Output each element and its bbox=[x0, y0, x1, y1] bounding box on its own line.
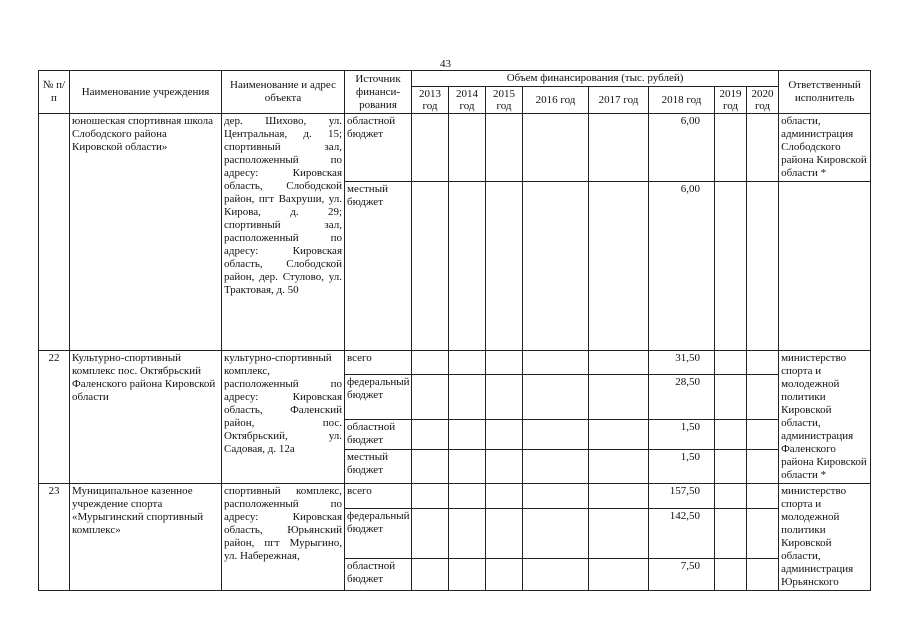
source-cell: областной бюджет bbox=[345, 558, 412, 590]
responsible-cell: области, администрация Слободского района Кировской области * bbox=[779, 114, 871, 182]
source-cell: федеральный бюджет bbox=[345, 374, 412, 419]
value-2018: 1,50 bbox=[649, 449, 715, 483]
value-2018: 142,50 bbox=[649, 509, 715, 559]
table-row bbox=[39, 351, 871, 375]
header-responsible: Ответственный исполнитель bbox=[779, 71, 871, 114]
header-institution: Наименование учреждения bbox=[70, 71, 222, 114]
header-volume: Объем финансирования (тыс. рублей) bbox=[412, 71, 779, 87]
source-cell: областной бюджет bbox=[345, 419, 412, 449]
value-2018: 1,50 bbox=[649, 419, 715, 449]
value-2018: 157,50 bbox=[649, 484, 715, 509]
header-year-2019: 2019 год bbox=[715, 87, 747, 114]
object-cell: спортивный комплекс, расположенный по адресу: Кировская область, Юрьянский район, пгт Мурыгино, ул. Набережная, bbox=[222, 484, 345, 591]
institution-cell: Муниципальное казенное учреждение спорта «Мурыгинский спортивный комплекс» bbox=[70, 484, 222, 591]
value-2018: 6,00 bbox=[649, 182, 715, 351]
row-num: 23 bbox=[39, 484, 70, 591]
value-2018: 31,50 bbox=[649, 351, 715, 375]
source-cell: федеральный бюджет bbox=[345, 509, 412, 559]
responsible-cell: министерство спорта и молодежной политики Кировской области, администрация Юрьянского bbox=[779, 484, 871, 591]
source-cell: местный бюджет bbox=[345, 449, 412, 483]
source-cell: местный бюджет bbox=[345, 182, 412, 351]
header-year-2013: 2013 год bbox=[412, 87, 449, 114]
responsible-cell: министерство спорта и молодежной политики Кировской области, администрация Фаленского района Кировской области * bbox=[779, 351, 871, 484]
row-num bbox=[39, 114, 70, 351]
table-row bbox=[39, 114, 871, 182]
value-2018: 6,00 bbox=[649, 114, 715, 182]
row-num: 22 bbox=[39, 351, 70, 484]
header-year-2015: 2015 год bbox=[486, 87, 523, 114]
source-cell: всего bbox=[345, 351, 412, 375]
header-year-2018: 2018 год bbox=[649, 87, 715, 114]
institution-cell: Культурно-спортивный комплекс пос. Октябрьский Фаленского района Кировской области bbox=[70, 351, 222, 484]
header-year-2017: 2017 год bbox=[589, 87, 649, 114]
value-2018: 28,50 bbox=[649, 374, 715, 419]
header-year-2016: 2016 год bbox=[523, 87, 589, 114]
value-2018: 7,50 bbox=[649, 558, 715, 590]
header-num: № п/п bbox=[39, 71, 70, 114]
financing-table bbox=[38, 70, 871, 591]
source-cell: всего bbox=[345, 484, 412, 509]
header-year-2020: 2020 год bbox=[747, 87, 779, 114]
header-year-2014: 2014 год bbox=[449, 87, 486, 114]
page-number: 43 bbox=[440, 58, 451, 70]
source-cell: областной бюджет bbox=[345, 114, 412, 182]
table-row bbox=[39, 484, 871, 509]
object-cell: дер. Шихово, ул. Центральная, д. 15; спортивный зал, расположенный по адресу: Кировская область, Слободской район, пгт Вахруши, ул. Кирова, д. 29; спортивный зал, расположенный по адресу: Кировская область, Слободской район, дер. Стулово, ул. Трактовая, д. 50 bbox=[222, 114, 345, 351]
object-cell: культурно-спортивный комплекс, расположенный по адресу: Кировская область, Фаленский район, пос. Октябрьский, ул. Садовая, д. 12а bbox=[222, 351, 345, 484]
header-source: Источник финанси-рования bbox=[345, 71, 412, 114]
header-object: Наименование и адрес объекта bbox=[222, 71, 345, 114]
institution-cell: юношеская спортивная школа Слободского района Кировской области» bbox=[70, 114, 222, 351]
